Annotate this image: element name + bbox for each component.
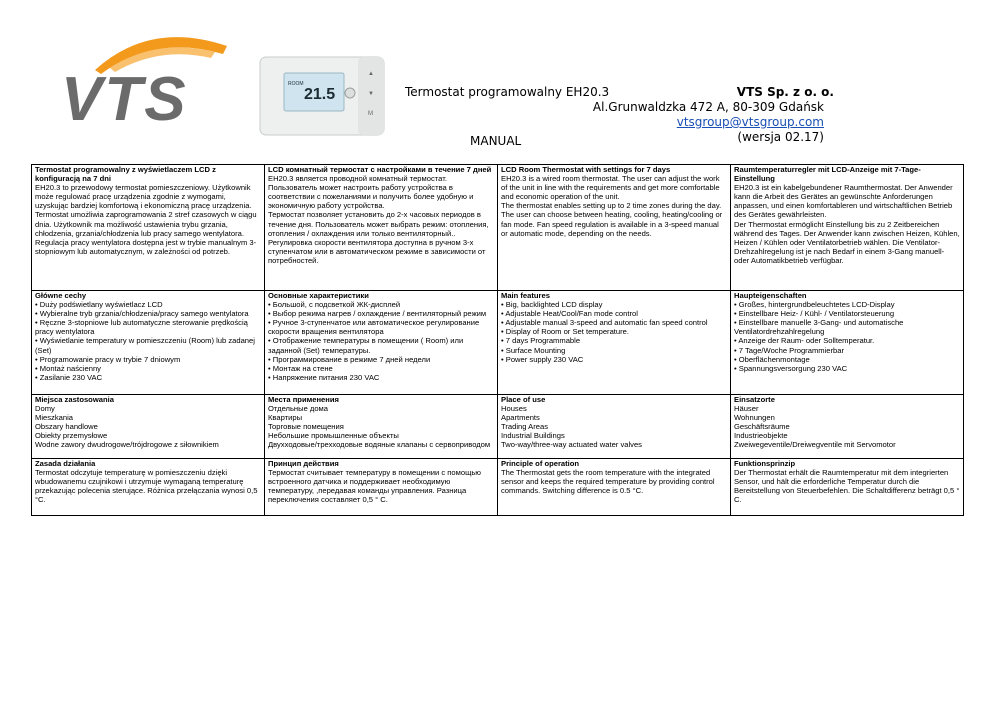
document-version: (wersja 02.17) (737, 130, 824, 144)
table-cell (32, 291, 265, 395)
cell-heading: Place of use (501, 395, 546, 404)
cell-body: • Большой, с подсветкой ЖК-дисплей • Выбор режима нагрев / охлаждение / вентиляторный режим • Ручное 3-ступенчатое или автоматическое регулирование скорости вращения вентилятора • Отображение температуры в помещении ( Room) или заданной (Set) температуры. • Программирование в режиме 7 дней недели • Монтаж на стене • Напряжение питания 230 VAC (268, 300, 487, 382)
svg-text:21.5: 21.5 (304, 86, 336, 103)
company-info (544, 85, 834, 145)
svg-text:VTS: VTS (61, 65, 188, 128)
table-cell (265, 291, 498, 395)
table-cell (32, 459, 265, 516)
table-cell (498, 291, 731, 395)
document-title: Termostat programowalny EH20.3 (405, 85, 610, 99)
cell-heading: Main features (501, 291, 550, 300)
cell-body: • Duży podświetlany wyświetlacz LCD • Wybieralne tryb grzania/chłodzenia/pracy samego wentylatora • Ręczne 3-stopniowe lub automatyczne sterowanie prędkością pracy wentylatora • Wyświetlanie temperatury w pomieszczeniu (Room) lub zadanej (Set) • Programowanie pracy w trybie 7 dniowym • Montaż naścienny • Zasilanie 230 VAC (35, 300, 255, 382)
table-cell (498, 165, 731, 291)
company-name: VTS Sp. z o. o. (736, 85, 834, 99)
cell-heading: Główne cechy (35, 291, 87, 300)
cell-heading: Основные характеристики (268, 291, 369, 300)
company-email-link[interactable]: vtsgroup@vtsgroup.com (676, 115, 824, 129)
cell-body: The Thermostat gets the room temperature with the integrated sensor and keeps the required temperature by providing control commands. Switching difference is 0.5 °C. (501, 468, 715, 496)
cell-heading: LCD Room Thermostat with settings for 7 days (501, 165, 671, 174)
table-row (32, 459, 964, 516)
cell-heading: Funktionsprinzip (734, 459, 796, 468)
table-row (32, 165, 964, 291)
svg-text:▲: ▲ (368, 71, 374, 77)
cell-heading: Einsatzorte (734, 395, 775, 404)
cell-body: • Großes, hintergrundbeleuchtetes LCD-Display • Einstellbare Heiz- / Kühl- / Ventilatorsteuerung • Einstellbare manuelle 3-Gang- und automatische Ventilatordrehzahlregelung • Anzeige der Raum- oder Solltemperatur. • 7 Tage/Woche Programmierbar • Oberflächenmontage • Spannungsversorgung 230 VAC (734, 300, 904, 373)
table-cell (731, 165, 964, 291)
table-cell (731, 291, 964, 395)
cell-heading: Termostat programowalny z wyświetlaczem LCD z konfiguracją na 7 dni (35, 165, 216, 184)
cell-body: Der Thermostat erhält die Raumtemperatur mit dem integrierten Sensor, und hält die erforderliche Temperatur durch die Bereitstellung von Steuerbefehlen. Die Schaltdifferenz beträgt 0,5 ° C. (734, 468, 960, 505)
cell-body: Termostat odczytuje temperaturę w pomieszczeniu dzięki wbudowanemu czujnikowi i utrzymuje wymaganą temperaturę przekazując polecenia sterujące. Różnica przełączania wynosi 0,5 °C. (35, 468, 258, 505)
cell-body: Häuser Wohnungen Geschäftsräume Industrieobjekte Zweiwegeventile/Dreiwegventile mit Servomotor (734, 404, 896, 450)
table-cell (731, 459, 964, 516)
cell-body: Термостат считывает температуру в помещении с помощью встроенного датчика и поддерживает необходимую температуру, ,передавая команды управления. Разница переключения составляет 0,5 ° С. (268, 468, 481, 505)
cell-heading: Principle of operation (501, 459, 580, 468)
table-cell (265, 459, 498, 516)
cell-body: EH20.3 to przewodowy termostat pomieszczeniowy. Użytkownik może regulować pracę urządzenia zgodnie z wymogami, uzyskując bardziej komfortową i ekonomiczną pracę urządzenia. Termostat umożliwia zaprogramowania 2 stref czasowych w ciągu dnia. Użytkownik ma możliwość ustawienia trybu grzania, chłodzenia, grzania/chłodzenia lub pracy samego wentylatora. Regulacja pracy wentylatora dostępna jest w trybie manualnym 3-stopniowym lub automatycznym, w zależności od potrzeb. (35, 183, 257, 256)
svg-text:▼: ▼ (368, 91, 374, 97)
table-cell (265, 395, 498, 459)
cell-body: EH20.3 является проводной комнатный термостат. Пользователь может настроить работу устройства в соответствии с пожеланиями и получить более удобную и экономичную работу устройства. Термостат позволяет установить до 2-х часовых периодов в течение дня. Пользователь может выбрать режим: отопления, отопления / охлаждения или только вентиляторный.. Регулировка скорости вентилятора доступна в ручном 3-х ступенчатом или в автоматическом режиме в зависимости от потребностей. (268, 174, 489, 265)
table-cell (32, 395, 265, 459)
cell-body: • Big, backlighted LCD display • Adjustable Heat/Cool/Fan mode control • Adjustable manual 3-speed and automatic fan speed control • Display of Room or Set temperature. • 7 days Programmable • Surface Mounting • Power supply 230 VAC (501, 300, 708, 364)
cell-heading: Haupteigenschaften (734, 291, 807, 300)
spec-table (31, 164, 964, 516)
table-cell (265, 165, 498, 291)
company-address: Al.Grunwaldzka 472 A, 80-309 Gdańsk (592, 100, 824, 114)
cell-body: Domy Mieszkania Obszary handlowe Obiekty przemysłowe Wodne zawory dwudrogowe/trójdrogowe z siłownikiem (35, 404, 219, 450)
cell-heading: Miejsca zastosowania (35, 395, 114, 404)
table-row (32, 395, 964, 459)
manual-label: MANUAL (470, 134, 522, 148)
cell-body: EH20.3 is a wired room thermostat. The user can adjust the work of the unit in line with the requirements and get more comfortable and economic operation of the unit. The thermostat enables setting up to 2 time zones during the day. The user can choose between heating, cooling, heating/cooling or fan mode. Fan speed regulation is available in a 3-speed manual or automatic mode, depending on the needs. (501, 174, 723, 238)
table-cell (498, 459, 731, 516)
cell-body: Houses Apartments Trading Areas Industrial Buildings Two-way/three-way actuated water valves (501, 404, 642, 450)
cell-heading: Raumtemperaturregler mit LCD-Anzeige mit 7-Tage-Einstellung (734, 165, 921, 184)
svg-text:ROOM: ROOM (288, 81, 304, 87)
cell-body: Отдельные дома Квартиры Торговые помещения Небольшие промышленные объекты Двухходовые/трехходовые водяные клапаны с сервоприводом (268, 404, 491, 450)
table-cell (731, 395, 964, 459)
cell-heading: LCD комнатный термостат с настройками в течение 7 дней (268, 165, 492, 174)
thermostat-device-image (258, 55, 388, 137)
cell-body: EH20.3 ist ein kabelgebundener Raumthermostat. Der Anwender kann die Arbeit des Gerätes an gewünschte Anforderungen anpassen, und einen komfortableren und wirtschaftlichen Betrieb des Gerätes gewährleisten. Der Thermostat ermöglicht Einstellung bis zu 2 Zeitbereichen während des Tages. Der Anwender kann zwischen Heizen, Kühlen, Heizen / Kühlen oder Ventilatorbetrieb wählen. Die Ventilator-Drehzahlregelung ist je nach Bedarf in einem 3-Gang manuell- oder Automatikbetrieb verfügbar. (734, 183, 960, 265)
table-row (32, 291, 964, 395)
cell-heading: Принцип действия (268, 459, 339, 468)
table-cell (32, 165, 265, 291)
cell-heading: Zasada działania (35, 459, 96, 468)
vts-logo (55, 28, 235, 128)
table-cell (498, 395, 731, 459)
svg-text:M: M (368, 111, 373, 117)
cell-heading: Места применения (268, 395, 339, 404)
